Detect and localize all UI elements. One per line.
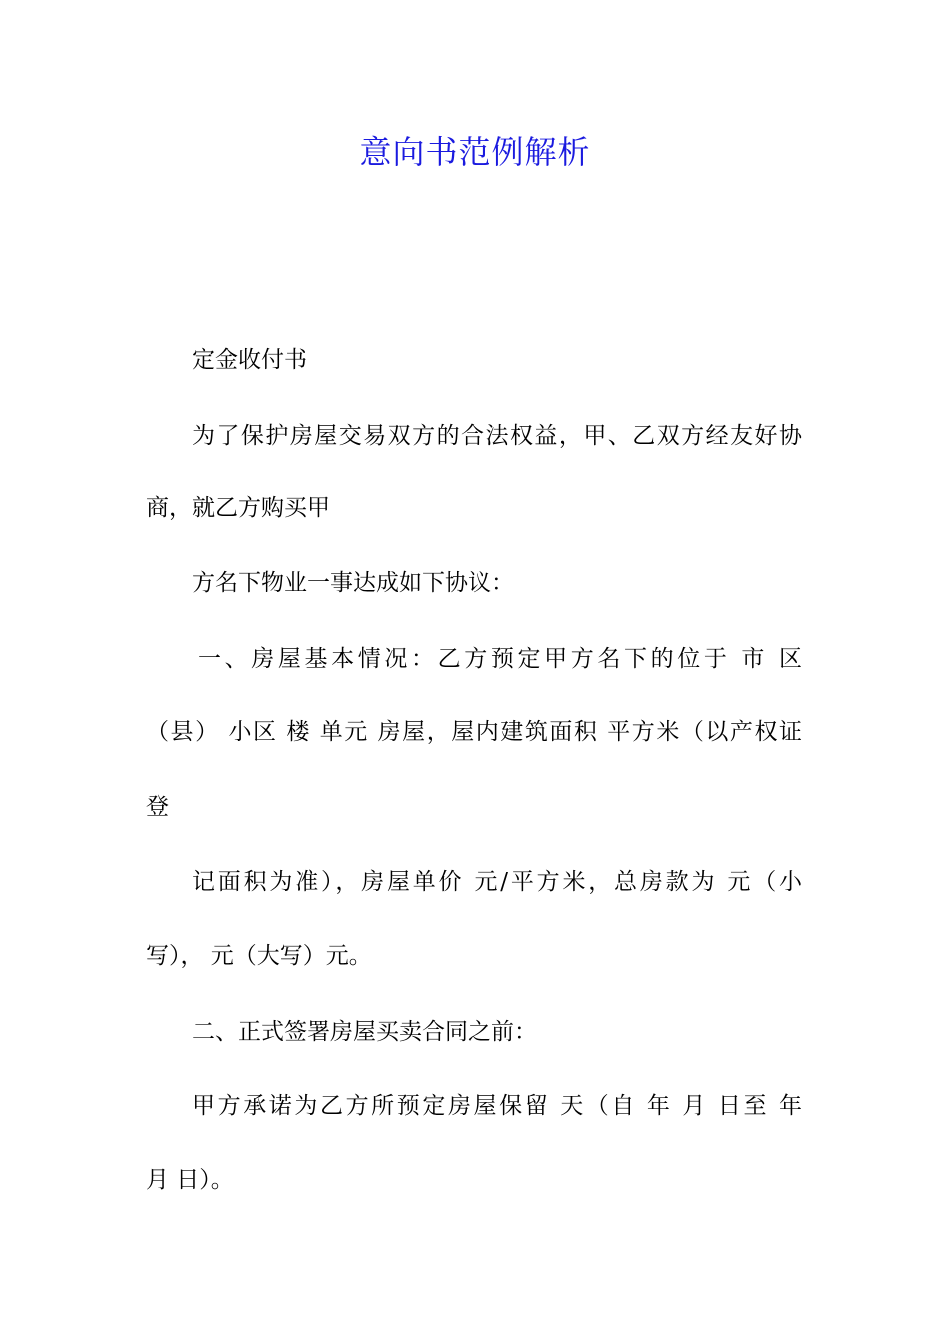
paragraph-line-clause2-2: 月 日）。 — [146, 1167, 234, 1193]
paragraph-line-clause1-1: 一、房屋基本情况：乙方预定甲方名下的位于 市 区 — [198, 646, 802, 672]
paragraph-line-clause2-heading: 二、正式签署房屋买卖合同之前： — [192, 1019, 537, 1045]
paragraph-line-clause1-5: 写）， 元（大写）元。 — [146, 943, 372, 969]
paragraph-line-intro-3: 方名下物业一事达成如下协议： — [192, 570, 514, 596]
paragraph-line-intro-1: 为了保护房屋交易双方的合法权益，甲、乙双方经友好协 — [192, 423, 802, 449]
paragraph-line-clause1-3: 登 — [146, 794, 169, 820]
document-title: 意向书范例解析 — [359, 133, 591, 171]
paragraph-line-clause1-4: 记面积为准），房屋单价 元/平方米，总房款为 元（小 — [192, 869, 802, 895]
paragraph-line-intro-2: 商，就乙方购买甲 — [146, 495, 330, 521]
paragraph-line-clause1-2: （县） 小区 楼 单元 房屋，屋内建筑面积 平方米（以产权证 — [146, 719, 802, 745]
paragraph-line-heading: 定金收付书 — [192, 347, 307, 373]
paragraph-line-clause2-1: 甲方承诺为乙方所预定房屋保留 天（自 年 月 日至 年 — [192, 1093, 802, 1119]
